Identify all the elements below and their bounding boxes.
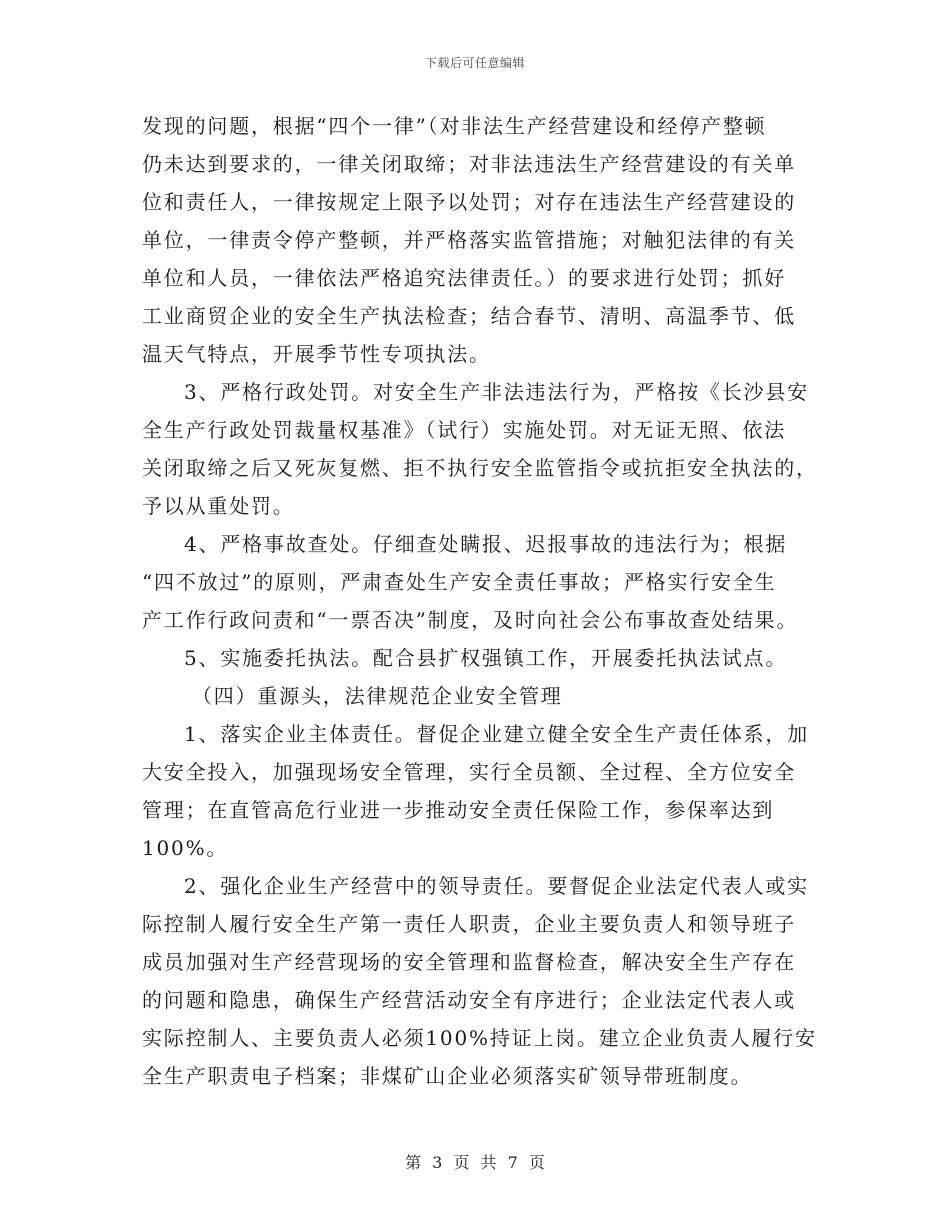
text-line: 成员加强对生产经营现场的安全管理和监督检查，解决安全生产存在	[142, 950, 796, 974]
text-line: 际控制人履行安全生产第一责任人职责，企业主要负责人和领导班子	[142, 912, 796, 936]
text-line: 全生产行政处罚裁量权基准》（试行）实施处罚。对无证无照、依法	[142, 418, 786, 442]
text-line: 发现的问题，根据“四个一律”（对非法生产经营建设和经停产整顿	[142, 114, 767, 138]
text-line: 产工作行政问责和“一票否决”制度，及时向社会公布事故查处结果。	[142, 608, 799, 632]
paragraph-start-line: 4、严格事故查处。仔细查处瞒报、迟报事故的违法行为；根据	[184, 532, 788, 556]
page-number-footer: 第 3 页 共 7 页	[405, 1153, 545, 1172]
text-line: 位和责任人，一律按规定上限予以处罚；对存在违法生产经营建设的	[142, 190, 796, 214]
text-line: 仍未达到要求的，一律关闭取缔；对非法违法生产经营建设的有关单	[142, 152, 796, 176]
paragraph-start-line: 5、实施委托执法。配合县扩权强镇工作，开展委托执法试点。	[184, 646, 788, 670]
text-line: 管理；在直管高危行业进一步推动安全责任保险工作，参保率达到	[142, 798, 775, 822]
text-line: 予以从重处罚。	[142, 494, 295, 518]
text-line: 单位和人员，一律依法严格追究法律责任。）的要求进行处罚；抓好	[142, 266, 786, 290]
paragraph-start-line: 2、强化企业生产经营中的领导责任。要督促企业法定代表人或实	[184, 874, 809, 898]
paragraph-start-line: 1、落实企业主体责任。督促企业建立健全安全生产责任体系，加	[184, 722, 809, 746]
text-line: 的问题和隐患，确保生产经营活动安全有序进行；企业法定代表人或	[142, 988, 796, 1012]
text-line: 100%。	[142, 836, 229, 860]
document-body	[142, 107, 818, 1095]
paragraph-start-line: 3、严格行政处罚。对安全生产非法违法行为，严格按《长沙县安	[184, 380, 809, 404]
text-line: 大安全投入，加强现场安全管理，实行全员额、全过程、全方位安全	[142, 760, 796, 784]
text-line: 工业商贸企业的安全生产执法检查；结合春节、清明、高温季节、低	[142, 304, 796, 328]
text-line: 温天气特点，开展季节性专项执法。	[142, 342, 491, 366]
text-line: “四不放过”的原则，严肃查处生产安全责任事故；严格实行安全生	[142, 570, 777, 594]
page-header: 下载后可任意编辑	[424, 56, 525, 70]
text-line: 实际控制人、主要负责人必须100%持证上岗。建立企业负责人履行安	[142, 1026, 817, 1050]
text-line: 全生产职责电子档案；非煤矿山企业必须落实矿领导带班制度。	[142, 1064, 753, 1088]
section-heading: （四）重源头，法律规范企业安全管理	[192, 684, 563, 708]
text-line: 单位，一律责令停产整顿，并严格落实监管措施；对触犯法律的有关	[142, 228, 796, 252]
text-line: 关闭取缔之后又死灰复燃、拒不执行安全监管指令或抗拒安全执法的，	[142, 456, 818, 480]
